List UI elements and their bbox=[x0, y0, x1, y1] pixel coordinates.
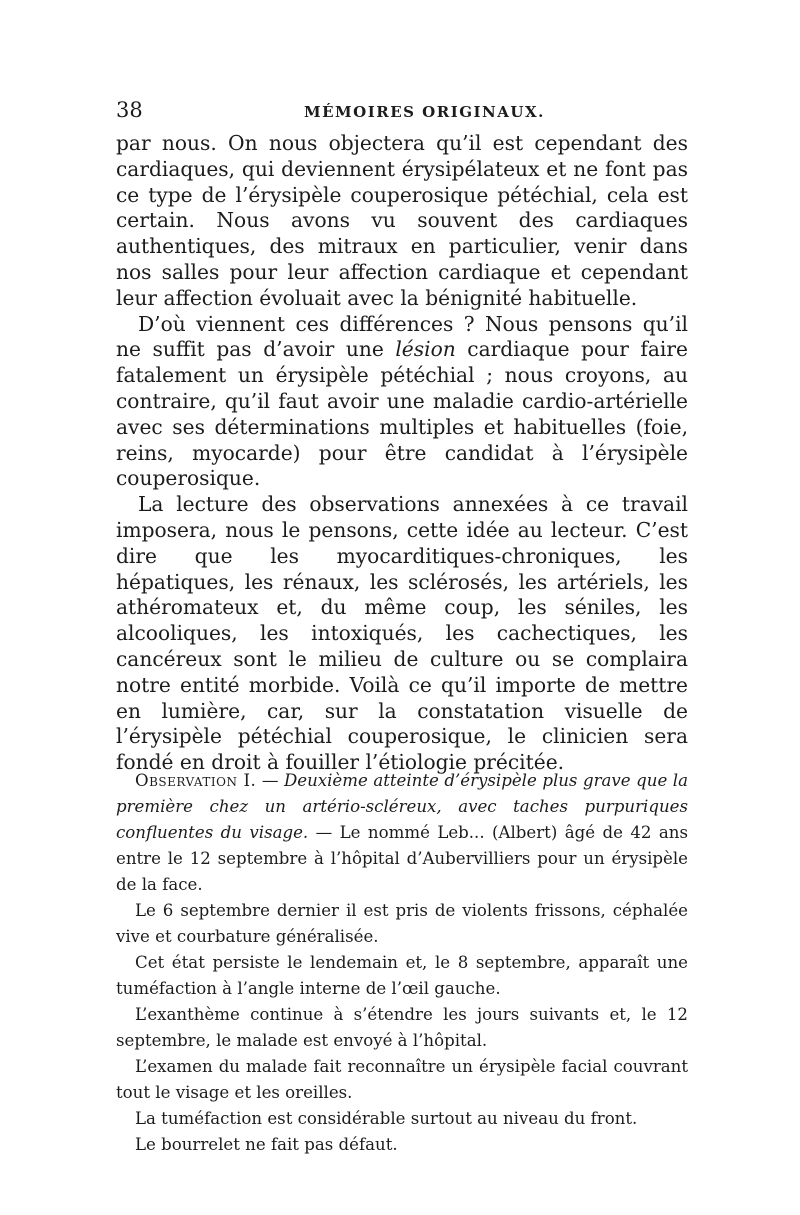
page-number: 38 bbox=[116, 98, 143, 122]
observation-paragraph: Le bourrelet ne fait pas défaut. bbox=[135, 1135, 398, 1154]
observation-dash: — bbox=[256, 771, 284, 790]
observation-paragraph: La tuméfaction est considérable surtout au niveau du front. bbox=[135, 1109, 638, 1128]
paragraph-text: cardiaque pour faire fatalement un érysipèle pétéchial ; nous croyons, au contraire, qu’il faut avoir une maladie cardio-artérielle avec ses déterminations multiples et habituelles (foie, reins, myocarde) pour être candidat à l’érysipèle couperosique. bbox=[116, 337, 688, 491]
observation-intro: — Le nommé Leb... (Albert) âgé de 42 ans entre le 12 septembre à l’hôpital d’Aubervilliers pour un érysipèle de la face. bbox=[116, 823, 689, 894]
observation-paragraph: L’exanthème continue à s’étendre les jours suivants et, le 12 septembre, le malade est envoyé à l’hôpital. bbox=[116, 1005, 688, 1050]
observation-section bbox=[116, 768, 688, 1158]
paragraph: par nous. On nous objectera qu’il est cependant des cardiaques, qui deviennent érysipélateux et ne font pas ce type de l’érysipèle couperosique pétéchial, cela est certain. Nous avons vu souvent des cardiaques authentiques, des mitraux en particulier, venir dans nos salles pour leur affection cardiaque et cependant leur affection évoluait avec la bénignité habituelle. bbox=[116, 131, 688, 310]
observation-label: Observation I. bbox=[135, 771, 257, 790]
paragraph-text: D’où viennent ces différences ? Nous pensons qu’il ne suffit pas d’avoir une bbox=[116, 311, 688, 362]
observation-paragraph: Le 6 septembre dernier il est pris de violents frissons, céphalée vive et courbature généralisée. bbox=[116, 901, 688, 946]
page-header bbox=[116, 98, 686, 124]
paragraph bbox=[116, 312, 688, 493]
main-text bbox=[116, 131, 688, 776]
emphasis-text: lésion bbox=[395, 337, 456, 362]
observation-title: Deuxième atteinte d’érysipèle plus grave que la première chez un artério-scléreux, avec taches purpuriques confluentes du visage. bbox=[116, 771, 688, 842]
observation-paragraph: Cet état persiste le lendemain et, le 8 septembre, apparaît une tuméfaction à l’angle interne de l’œil gauche. bbox=[116, 953, 688, 998]
paragraph: La lecture des observations annexées à ce travail imposera, nous le pensons, cette idée au lecteur. C’est dire que les myocarditiques-chroniques, les hépatiques, les rénaux, les sclérosés, les artériels, les athéromateux et, du même coup, les séniles, les alcooliques, les intoxiqués, les cachectiques, les cancéreux sont le milieu de culture ou se complaira notre entité morbide. Voilà ce qu’il importe de mettre en lumière, car, sur la constatation visuelle de l’érysipèle pétéchial couperosique, le clinicien sera fondé en droit à fouiller l’étiologie précitée. bbox=[116, 492, 688, 775]
observation-heading-paragraph bbox=[116, 768, 688, 898]
observation-paragraph: L’examen du malade fait reconnaître un érysipèle facial couvrant tout le visage et les oreilles. bbox=[116, 1057, 688, 1102]
running-title: MÉMOIRES ORIGINAUX. bbox=[304, 103, 545, 121]
